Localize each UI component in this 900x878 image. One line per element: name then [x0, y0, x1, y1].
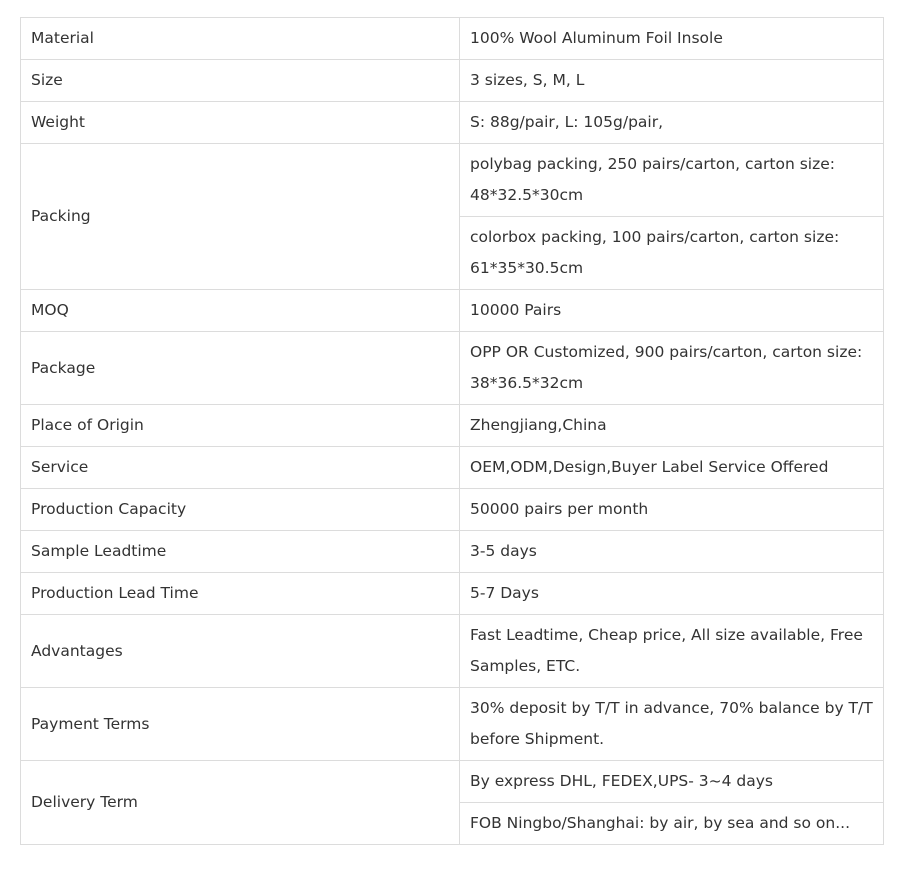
- table-row: [21, 405, 884, 447]
- table-row: [21, 447, 884, 489]
- row-value: polybag packing, 250 pairs/carton, carton size: 48*32.5*30cm: [460, 144, 884, 217]
- row-value: OEM,ODM,Design,Buyer Label Service Offered: [460, 447, 884, 489]
- row-value: 30% deposit by T/T in advance, 70% balance by T/T before Shipment.: [460, 688, 884, 761]
- row-value: 3-5 days: [460, 531, 884, 573]
- table-row: [21, 688, 884, 761]
- row-value: colorbox packing, 100 pairs/carton, carton size: 61*35*30.5cm: [460, 217, 884, 290]
- row-value: 10000 Pairs: [460, 290, 884, 332]
- table-row: [21, 290, 884, 332]
- row-label: Delivery Term: [21, 761, 460, 845]
- row-value: By express DHL, FEDEX,UPS- 3~4 days: [460, 761, 884, 803]
- row-label: Package: [21, 332, 460, 405]
- spec-table: [20, 17, 884, 845]
- row-label: Service: [21, 447, 460, 489]
- row-value: Fast Leadtime, Cheap price, All size available, Free Samples, ETC.: [460, 615, 884, 688]
- table-row: [21, 144, 884, 217]
- table-row: [21, 573, 884, 615]
- row-label: Production Capacity: [21, 489, 460, 531]
- table-row: [21, 615, 884, 688]
- row-value: FOB Ningbo/Shanghai: by air, by sea and so on...: [460, 803, 884, 845]
- row-label: Production Lead Time: [21, 573, 460, 615]
- row-value: Zhengjiang,China: [460, 405, 884, 447]
- row-label: Weight: [21, 102, 460, 144]
- table-row: [21, 531, 884, 573]
- row-label: Place of Origin: [21, 405, 460, 447]
- row-value: 100% Wool Aluminum Foil Insole: [460, 18, 884, 60]
- row-value: 3 sizes, S, M, L: [460, 60, 884, 102]
- row-label: MOQ: [21, 290, 460, 332]
- row-value: OPP OR Customized, 900 pairs/carton, carton size: 38*36.5*32cm: [460, 332, 884, 405]
- row-value: 50000 pairs per month: [460, 489, 884, 531]
- table-row: [21, 102, 884, 144]
- row-label: Size: [21, 60, 460, 102]
- table-row: [21, 60, 884, 102]
- table-row: [21, 332, 884, 405]
- table-row: [21, 489, 884, 531]
- table-row: [21, 18, 884, 60]
- row-label: Packing: [21, 144, 460, 290]
- row-value: S: 88g/pair, L: 105g/pair,: [460, 102, 884, 144]
- row-label: Advantages: [21, 615, 460, 688]
- row-label: Payment Terms: [21, 688, 460, 761]
- row-label: Sample Leadtime: [21, 531, 460, 573]
- row-value: 5-7 Days: [460, 573, 884, 615]
- table-row: [21, 761, 884, 803]
- row-label: Material: [21, 18, 460, 60]
